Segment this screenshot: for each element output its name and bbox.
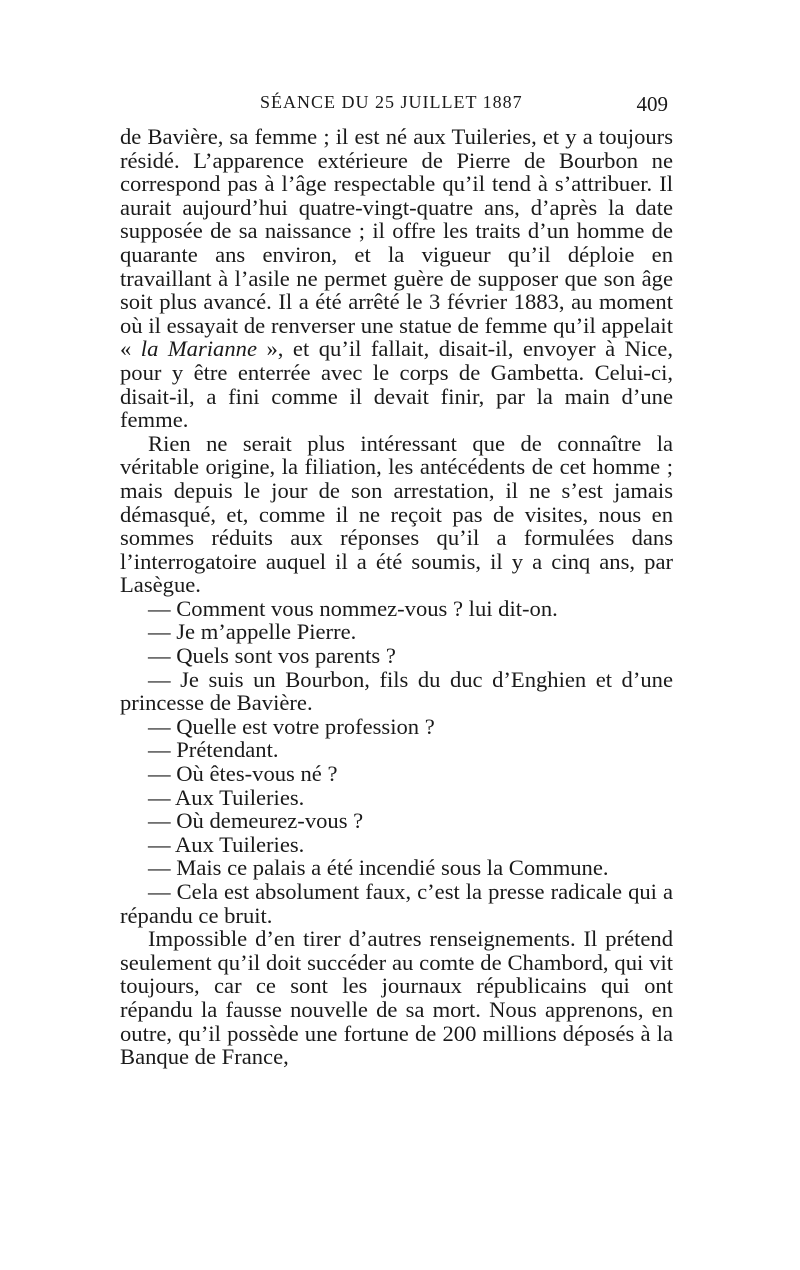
body-text [120,125,673,1069]
page-number: 409 [636,92,668,116]
paragraph-continuation [120,125,673,432]
dialogue-line: — Aux Tuileries. [148,784,305,810]
paragraph: Rien ne serait plus intéressant que de connaître la véritable origine, la filiation, les antécédents de cet homme ; mais depuis le jour de son arrestation, il ne s’est jamais démasqué, et, comme il ne reçoit pas de visites, nous en sommes réduits aux réponses qu’il a formulées dans l’interrogatoire auquel il a été soumis, il y a cinq ans, par Lasègue. [120,430,673,598]
dialogue-line: — Où demeurez-vous ? [148,808,364,834]
paragraph-text: », et qu’il fallait, disait-il, envoyer à Nice, pour y être enterrée avec le corps de Gambetta. Celui-ci, disait-il, a fini comme il devait finir, par la main d’une femme. [120,336,673,433]
dialogue-line: — Aux Tuileries. [148,831,305,857]
paragraph-text: de Bavière, sa femme ; il est né aux Tuileries, et y a toujours résidé. L’apparence extérieure de Pierre de Bourbon ne correspond pas à l’âge respectable qu’il tend à s’attribuer. Il aurait aujourd’hui quatre-vingt-quatre ans, d’après la date supposée de sa naissance ; il offre les traits d’un homme de quarante ans environ, et la vigueur qu’il déploie en travaillant à l’asile ne permet guère de supposer que son âge soit plus avancé. Il a été arrêté le 3 février 1883, au moment où il essayait de renverser une statue de femme qu’il appelait « [120,124,673,362]
dialogue-line: — Mais ce palais a été incendié sous la Commune. [148,855,609,881]
dialogue-line: — Comment vous nommez-vous ? lui dit-on. [148,595,558,621]
dialogue-line: — Prétendant. [148,737,279,763]
dialogue-line: — Quelle est votre profession ? [148,713,435,739]
italic-title: la Marianne [140,336,257,362]
running-header [120,92,670,122]
dialogue-line: — Quels sont vos parents ? [148,643,396,669]
paragraph: Impossible d’en tirer d’autres renseignements. Il prétend seulement qu’il doit succéder au comte de Chambord, qui vit toujours, car ce sont les journaux républicains qui ont répandu la fausse nouvelle de sa mort. Nous apprenons, en outre, qu’il possède une fortune de 200 millions déposés à la Banque de France, [120,926,673,1070]
dialogue-line: — Cela est absolument faux, c’est la presse radicale qui a répandu ce bruit. [120,879,673,928]
dialogue-line: — Je m’appelle Pierre. [148,619,357,645]
dialogue-line: — Où êtes-vous né ? [148,761,338,787]
running-title: SÉANCE DU 25 JUILLET 1887 [260,92,523,112]
dialogue-line: — Je suis un Bourbon, fils du duc d’Enghien et d’une princesse de Bavière. [120,666,673,716]
